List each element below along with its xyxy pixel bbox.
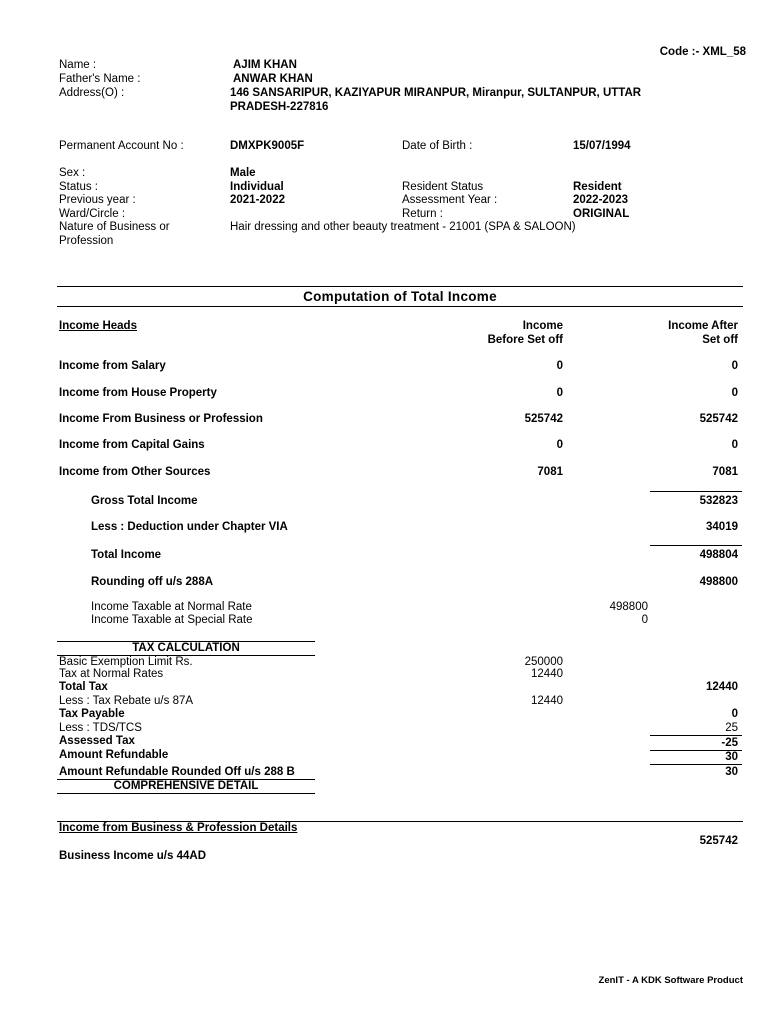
tax-normal-value: 12440 <box>531 668 563 680</box>
deduction-value: 34019 <box>706 521 738 533</box>
normal-rate-value: 498800 <box>609 601 648 613</box>
special-rate-label: Income Taxable at Special Rate <box>91 614 253 626</box>
total-income-label: Total Income <box>91 549 162 561</box>
refund-rounded-label: Amount Refundable Rounded Off u/s 288 B <box>59 766 295 778</box>
rebate-label: Less : Tax Rebate u/s 87A <box>59 695 194 707</box>
name-value: AJIM KHAN <box>233 59 297 71</box>
resident-status-label: Resident Status <box>402 181 484 193</box>
col-before-heading-1: Income <box>522 320 563 332</box>
dob-label: Date of Birth : <box>402 140 473 152</box>
refundable-label: Amount Refundable <box>59 749 169 761</box>
pan-label: Permanent Account No : <box>59 140 184 152</box>
tax-calculation-heading: TAX CALCULATION <box>132 642 240 654</box>
income-row-after: 0 <box>731 439 738 451</box>
tds-label: Less : TDS/TCS <box>59 722 142 734</box>
address-label: Address(O) : <box>59 87 125 99</box>
ward-label: Ward/Circle : <box>59 208 126 220</box>
deduction-label: Less : Deduction under Chapter VIA <box>91 521 288 533</box>
business-details-heading: Income from Business & Profession Details <box>59 822 298 834</box>
business-income-value: 525742 <box>699 835 738 847</box>
gross-total-income-value: 532823 <box>699 495 738 507</box>
income-row-before: 0 <box>556 439 563 451</box>
basic-exemption-value: 250000 <box>524 656 563 668</box>
total-tax-value: 12440 <box>706 681 738 693</box>
comprehensive-detail-heading: COMPREHENSIVE DETAIL <box>113 780 259 792</box>
income-row-after: 0 <box>731 360 738 372</box>
dob-value: 15/07/1994 <box>573 140 631 152</box>
address-line2: PRADESH-227816 <box>230 101 329 113</box>
income-row-before: 0 <box>556 360 563 372</box>
normal-rate-label: Income Taxable at Normal Rate <box>91 601 252 613</box>
computation-title: Computation of Total Income <box>303 289 497 304</box>
total-tax-label: Total Tax <box>59 681 108 693</box>
income-row-after: 0 <box>731 387 738 399</box>
rebate-value: 12440 <box>531 695 563 707</box>
gti-rule <box>650 491 742 492</box>
resident-status-value: Resident <box>573 181 622 193</box>
total-income-value: 498804 <box>699 549 738 561</box>
tax-payable-value: 0 <box>731 708 738 720</box>
income-row-label: Income from House Property <box>59 387 217 399</box>
document-code: Code :- XML_58 <box>659 46 746 58</box>
refundable-value: 30 <box>725 751 738 763</box>
name-label: Name : <box>59 59 97 71</box>
return-value: ORIGINAL <box>573 208 630 220</box>
income-row-before: 7081 <box>537 466 563 478</box>
tax-normal-label: Tax at Normal Rates <box>59 668 164 680</box>
total-income-rule <box>650 545 742 546</box>
return-label: Return : <box>402 208 443 220</box>
rounding-value: 498800 <box>699 576 738 588</box>
col-after-heading-1: Income After <box>668 320 738 332</box>
previous-year-value: 2021-2022 <box>230 194 285 206</box>
tds-value: 25 <box>725 722 738 734</box>
tax-payable-label: Tax Payable <box>59 708 125 720</box>
sex-label: Sex : <box>59 167 86 179</box>
income-row-label: Income from Other Sources <box>59 466 211 478</box>
income-row-label: Income From Business or Profession <box>59 413 263 425</box>
refund-rounded-value: 30 <box>725 766 738 778</box>
address-line1: 146 SANSARIPUR, KAZIYAPUR MIRANPUR, Miranpur, SULTANPUR, UTTAR <box>230 87 642 99</box>
nature-value: Hair dressing and other beauty treatment - 21001 (SPA & SALOON) <box>230 221 576 233</box>
nature-label-line1: Nature of Business or <box>59 221 170 233</box>
nature-label-line2: Profession <box>59 235 114 247</box>
basic-exemption-label: Basic Exemption Limit Rs. <box>59 656 193 668</box>
assessed-tax-value: -25 <box>721 737 738 749</box>
income-row-label: Income from Salary <box>59 360 166 372</box>
col-before-heading-2: Before Set off <box>487 334 563 346</box>
father-label: Father's Name : <box>59 73 141 85</box>
status-label: Status : <box>59 181 98 193</box>
income-row-before: 0 <box>556 387 563 399</box>
status-value: Individual <box>230 181 284 193</box>
business-income-label: Business Income u/s 44AD <box>59 850 206 862</box>
assessed-tax-label: Assessed Tax <box>59 735 135 747</box>
assessment-year-value: 2022-2023 <box>573 194 628 206</box>
gross-total-income-label: Gross Total Income <box>91 495 198 507</box>
income-heads-heading: Income Heads <box>59 320 137 332</box>
comprehensive-bottom-rule <box>57 793 315 794</box>
rounding-label: Rounding off u/s 288A <box>91 576 214 588</box>
income-row-after: 525742 <box>699 413 738 425</box>
refund-rounded-rule <box>650 764 742 765</box>
assessment-year-label: Assessment Year : <box>402 194 498 206</box>
sex-value: Male <box>230 167 256 179</box>
special-rate-value: 0 <box>641 614 648 626</box>
income-row-label: Income from Capital Gains <box>59 439 205 451</box>
title-bottom-rule <box>57 306 743 307</box>
income-row-after: 7081 <box>712 466 738 478</box>
footer-credit: ZenIT - A KDK Software Product <box>598 975 743 986</box>
title-top-rule <box>57 286 743 287</box>
father-value: ANWAR KHAN <box>233 73 313 85</box>
pan-value: DMXPK9005F <box>230 140 305 152</box>
previous-year-label: Previous year : <box>59 194 136 206</box>
col-after-heading-2: Set off <box>702 334 738 346</box>
income-row-before: 525742 <box>524 413 563 425</box>
assessed-rule <box>650 735 742 736</box>
